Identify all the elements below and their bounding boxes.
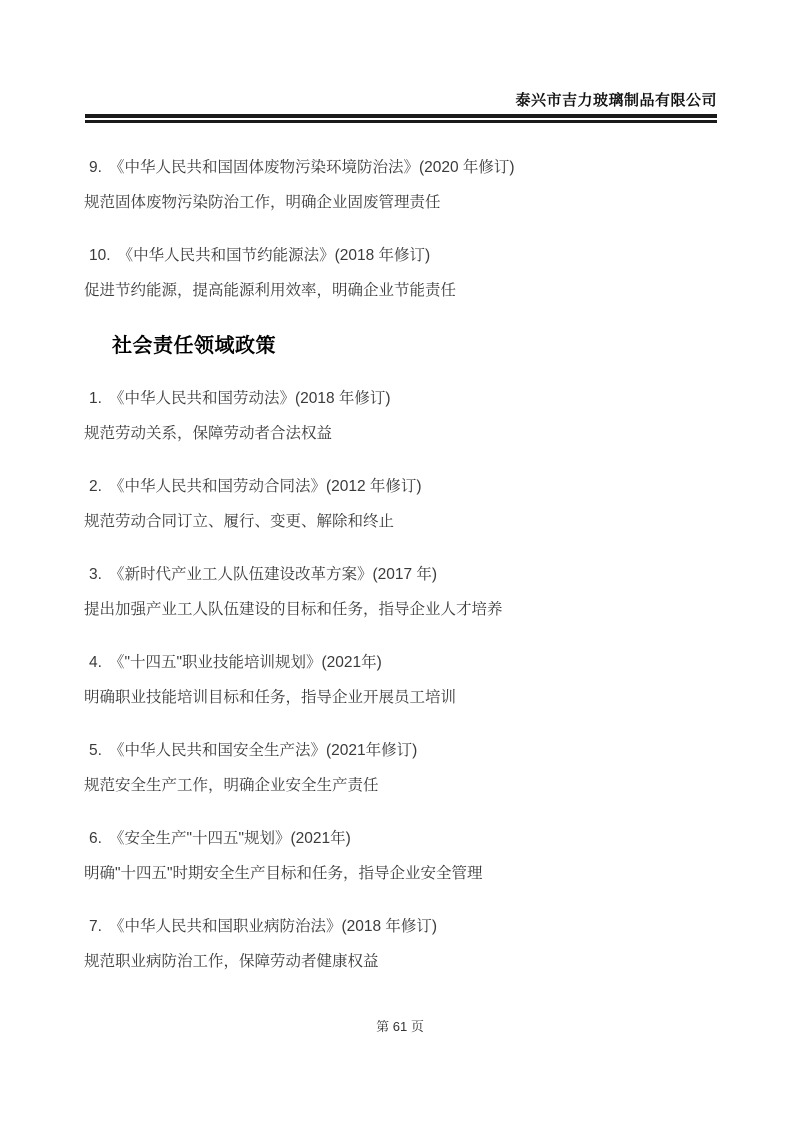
policy-section <box>84 334 720 971</box>
policy-item <box>84 741 720 795</box>
policy-name: 《安全生产"十四五"规划》(2021年) <box>108 830 351 847</box>
policy-description: 规范职业病防治工作，保障劳动者健康权益 <box>84 953 379 970</box>
policy-list <box>84 158 720 300</box>
policy-name: 《"十四五"职业技能培训规划》(2021年) <box>108 654 382 671</box>
policy-name: 《新时代产业工人队伍建设改革方案》(2017 年) <box>108 566 438 583</box>
page-footer <box>0 1019 800 1035</box>
policy-description: 明确"十四五"时期安全生产目标和任务，指导企业安全管理 <box>84 865 483 882</box>
policy-name: 《中华人民共和国劳动法》(2018 年修订) <box>108 390 391 407</box>
policy-description: 提出加强产业工人队伍建设的目标和任务，指导企业人才培养 <box>84 601 503 618</box>
policy-description: 规范安全生产工作，明确企业安全生产责任 <box>84 777 379 794</box>
policy-title-line <box>84 917 720 936</box>
policy-item <box>84 653 720 707</box>
header-rule <box>85 114 717 123</box>
policy-number: 2. <box>89 478 102 495</box>
policy-item <box>84 917 720 971</box>
policy-number: 6. <box>89 830 102 847</box>
policy-item <box>84 565 720 619</box>
policy-name: 《中华人民共和国安全生产法》(2021年修订) <box>108 742 418 759</box>
policy-number: 10. <box>89 247 111 264</box>
policy-number: 3. <box>89 566 102 583</box>
policy-number: 1. <box>89 390 102 407</box>
policy-number: 7. <box>89 918 102 935</box>
policy-title-line <box>84 565 720 584</box>
policy-description: 规范固体废物污染防治工作，明确企业固废管理责任 <box>84 194 441 211</box>
policy-name: 《中华人民共和国职业病防治法》(2018 年修订) <box>108 918 438 935</box>
policy-item <box>84 389 720 443</box>
policy-item <box>84 246 720 300</box>
policy-number: 5. <box>89 742 102 759</box>
policy-name: 《中华人民共和国节约能源法》(2018 年修订) <box>117 247 431 264</box>
policy-title-line <box>84 389 720 408</box>
policy-description: 促进节约能源，提高能源利用效率，明确企业节能责任 <box>84 282 457 299</box>
policy-title-line <box>84 246 720 265</box>
policy-item <box>84 829 720 883</box>
policy-title-line <box>84 653 720 672</box>
section-heading: 社会责任领域政策 <box>112 335 276 357</box>
policy-name: 《中华人民共和国劳动合同法》(2012 年修订) <box>108 478 422 495</box>
policy-number: 4. <box>89 654 102 671</box>
policy-description: 规范劳动合同订立、履行、变更、解除和终止 <box>84 513 395 530</box>
policy-section <box>84 158 720 300</box>
page-number: 第 61 页 <box>376 1019 424 1034</box>
policy-title-line <box>84 829 720 848</box>
policy-list <box>84 389 720 971</box>
policy-description: 规范劳动关系，保障劳动者合法权益 <box>84 425 333 442</box>
page-header <box>85 92 717 123</box>
policy-name: 《中华人民共和国固体废物污染环境防治法》(2020 年修订) <box>108 159 515 176</box>
company-name: 泰兴市吉力玻璃制品有限公司 <box>515 92 717 109</box>
policy-title-line <box>84 741 720 760</box>
policy-item <box>84 477 720 531</box>
policy-title-line <box>84 158 720 177</box>
policy-description: 明确职业技能培训目标和任务，指导企业开展员工培训 <box>84 689 457 706</box>
document-body <box>84 158 720 1005</box>
policy-number: 9. <box>89 159 102 176</box>
policy-title-line <box>84 477 720 496</box>
policy-item <box>84 158 720 212</box>
